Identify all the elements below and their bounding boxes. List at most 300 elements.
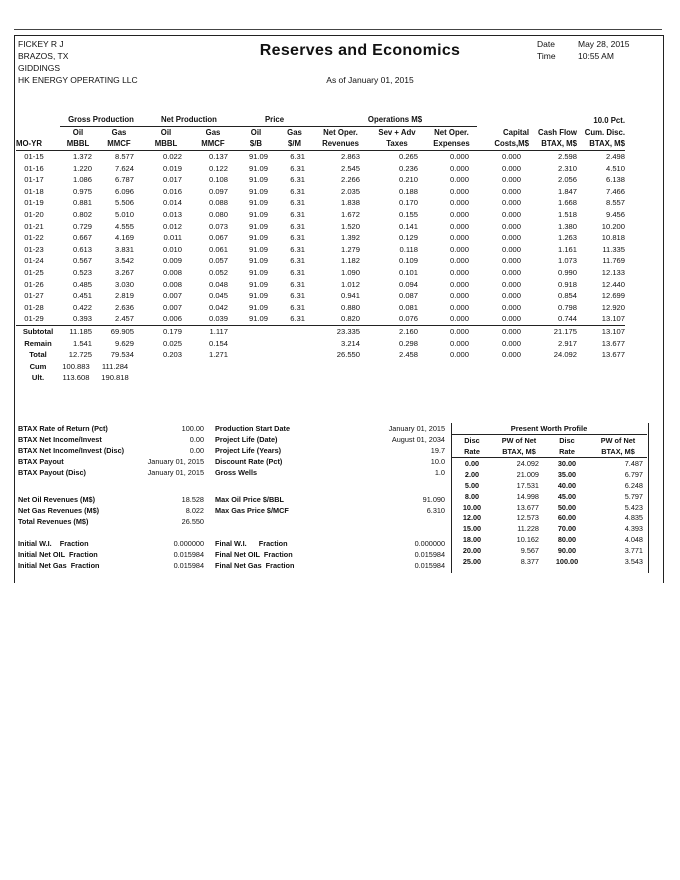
report-title: Reserves and Economics <box>259 42 461 59</box>
row-value: 0.000 <box>449 256 469 266</box>
row-value: 6.31 <box>290 256 305 266</box>
pw-column-header: Rate <box>545 446 589 458</box>
column-header: MBBL <box>142 138 190 150</box>
parameter-value: 0.015984 <box>173 561 204 570</box>
pw-row <box>451 556 647 567</box>
row-value: 3.542 <box>114 256 134 266</box>
row-value: 8.557 <box>605 198 625 208</box>
summary-value <box>313 360 368 372</box>
row-value: 0.000 <box>501 163 521 173</box>
row-value: 1.220 <box>72 163 92 173</box>
parameter-row <box>18 506 204 515</box>
pw-value: 4.835 <box>624 513 643 523</box>
summary-value: 23.335 <box>313 325 368 337</box>
column-header: MMCF <box>96 138 142 150</box>
pw-disc-rate: 18.00 <box>462 535 482 545</box>
row-value: 6.31 <box>290 186 305 196</box>
parameter-value: 0.000000 <box>414 539 445 548</box>
summary-value: 0.203 <box>162 350 182 360</box>
row-value: 0.975 <box>72 186 92 196</box>
summary-value: 21.175 <box>529 325 577 337</box>
summary-value: 100.883 <box>62 361 90 371</box>
pw-row <box>451 534 647 545</box>
pw-header-row-1 <box>451 435 647 446</box>
table-row <box>16 150 625 162</box>
row-value: 0.097 <box>208 186 228 196</box>
summary-label: Ult. <box>31 373 45 383</box>
row-value: 0.122 <box>208 163 228 173</box>
parameter-label: Total Revenues (M$) <box>18 517 89 526</box>
lease-name: FICKEY R J <box>18 39 64 49</box>
row-value: 0.000 <box>449 314 469 324</box>
row-value: 1.279 <box>340 244 360 254</box>
row-value: 11.769 <box>602 256 625 266</box>
row-value: 0.000 <box>501 244 521 254</box>
row-value: 0.393 <box>72 314 92 324</box>
as-of-date: As of January 01, 2015 <box>326 75 414 85</box>
row-value: 91.09 <box>248 186 268 196</box>
row-value: 91.09 <box>248 210 268 220</box>
summary-rows <box>16 325 625 383</box>
row-value: 0.820 <box>340 314 360 324</box>
pw-row <box>451 523 647 534</box>
row-value: 0.022 <box>162 152 182 162</box>
present-worth-title: Present Worth Profile <box>451 424 647 435</box>
row-value: 1.518 <box>557 210 577 220</box>
row-value: 0.000 <box>449 221 469 231</box>
row-value: 8.577 <box>114 152 134 162</box>
parameter-value: 8.022 <box>185 506 204 515</box>
table-row <box>16 220 625 232</box>
row-value: 0.000 <box>449 279 469 289</box>
summary-value: 3.214 <box>340 338 360 348</box>
row-value: 0.990 <box>557 268 577 278</box>
parameter-row <box>18 517 204 526</box>
row-value: 0.010 <box>162 244 182 254</box>
row-value: 0.000 <box>449 175 469 185</box>
column-header: Costs,M$ <box>477 138 529 150</box>
table-row <box>16 255 625 267</box>
row-value: 0.000 <box>501 210 521 220</box>
row-value: 13.107 <box>601 314 625 324</box>
row-value: 1.263 <box>557 233 577 243</box>
row-value: 0.073 <box>208 221 228 231</box>
row-value: 2.545 <box>340 163 360 173</box>
column-header: Gas <box>111 127 127 137</box>
net-production-header: Net Production <box>142 114 236 126</box>
parameter-label: Discount Rate (Pct) <box>215 457 283 466</box>
row-value: 91.09 <box>248 244 268 254</box>
row-value: 0.061 <box>208 244 228 254</box>
pw-column-header: PW of Net <box>600 436 636 445</box>
row-value: 0.000 <box>501 302 521 312</box>
summary-value <box>276 349 313 361</box>
row-value: 2.498 <box>605 152 625 162</box>
row-value: 0.014 <box>162 198 182 208</box>
row-value: 1.838 <box>340 198 360 208</box>
row-value: 2.266 <box>340 175 360 185</box>
pw-disc-rate: 12.00 <box>462 513 482 523</box>
time-value: 10:55 AM <box>578 51 614 61</box>
summary-value: 111.284 <box>101 361 129 371</box>
row-value: 1.012 <box>340 279 360 289</box>
row-value: 91.09 <box>248 314 268 324</box>
as-of-wrap <box>0 75 680 85</box>
summary-value <box>236 372 276 384</box>
parameter-label: Project Life (Years) <box>215 446 282 455</box>
row-value: 0.523 <box>72 268 92 278</box>
summary-value <box>142 360 190 372</box>
parameter-value: 0.00 <box>189 435 204 444</box>
table-row <box>16 302 625 314</box>
pw-value: 5.423 <box>624 502 643 512</box>
row-value: 0.000 <box>449 291 469 301</box>
row-value: 10.200 <box>601 221 625 231</box>
column-header: BTAX, M$ <box>529 138 577 150</box>
table-row <box>16 244 625 256</box>
row-value: 6.31 <box>290 163 305 173</box>
pw-value: 17.531 <box>516 480 539 490</box>
parameter-label: BTAX Payout (Disc) <box>18 468 86 477</box>
row-value: 0.011 <box>163 233 182 243</box>
parameter-value: 1.0 <box>434 468 445 477</box>
row-value: 0.941 <box>340 291 360 301</box>
parameter-label: BTAX Net Income/Invest <box>18 435 102 444</box>
pw-rows <box>451 458 647 567</box>
row-period: 01-17 <box>24 175 44 185</box>
summary-row <box>16 372 625 384</box>
parameter-value: 26.550 <box>181 517 204 526</box>
summary-label: Remain <box>24 338 52 348</box>
summary-value: 0.000 <box>501 338 521 348</box>
row-value: 4.555 <box>114 221 134 231</box>
summary-value: 0.154 <box>208 338 228 348</box>
summary-value <box>190 360 236 372</box>
pw-column-header: BTAX, M$ <box>493 446 545 458</box>
row-value: 12.699 <box>601 291 625 301</box>
pw-value: 4.048 <box>624 535 643 545</box>
row-value: 0.067 <box>208 233 228 243</box>
row-value: 3.267 <box>114 268 134 278</box>
row-value: 1.392 <box>340 233 360 243</box>
parameter-label: BTAX Payout <box>18 457 64 466</box>
pw-value: 6.248 <box>624 480 643 490</box>
row-value: 0.057 <box>208 256 228 266</box>
pw-disc-rate: 30.00 <box>557 458 577 468</box>
row-period: 01-22 <box>24 233 44 243</box>
row-value: 2.598 <box>557 152 577 162</box>
parameter-row <box>18 539 204 548</box>
row-value: 1.182 <box>340 256 360 266</box>
row-value: 0.422 <box>72 302 92 312</box>
summary-value: 2.917 <box>557 338 577 348</box>
row-value: 6.31 <box>290 244 305 254</box>
row-value: 6.31 <box>290 302 305 312</box>
parameter-label: Project Life (Date) <box>215 435 278 444</box>
row-value: 1.086 <box>72 175 92 185</box>
row-value: 0.000 <box>449 198 469 208</box>
economics-table <box>16 114 625 384</box>
table-row <box>16 278 625 290</box>
pw-value: 8.377 <box>520 556 539 566</box>
summary-value: 190.818 <box>101 373 129 383</box>
column-header: $/M <box>276 138 313 150</box>
row-value: 6.31 <box>290 233 305 243</box>
row-value: 0.210 <box>398 175 418 185</box>
summary-value <box>276 337 313 349</box>
row-value: 0.744 <box>557 314 577 324</box>
summary-value: 0.000 <box>501 350 521 360</box>
row-value: 6.31 <box>290 152 305 162</box>
parameter-label: Max Oil Price $/BBL <box>215 495 284 504</box>
pw-value: 5.797 <box>624 491 643 501</box>
column-header: Sev + Adv <box>378 127 416 137</box>
row-value: 91.09 <box>248 175 268 185</box>
parameter-row <box>18 495 204 504</box>
row-value: 12.133 <box>601 268 625 278</box>
parameter-label: BTAX Net Income/Invest (Disc) <box>18 446 125 455</box>
parameter-label: Production Start Date <box>215 424 291 433</box>
row-value: 91.09 <box>248 302 268 312</box>
parameter-value: 0.000000 <box>173 539 204 548</box>
row-value: 4.169 <box>114 233 134 243</box>
parameter-row <box>18 457 204 466</box>
row-value: 0.081 <box>398 302 418 312</box>
table-row <box>16 162 625 174</box>
row-value: 0.000 <box>449 152 469 162</box>
pw-row <box>451 480 647 491</box>
parameter-row <box>215 435 445 444</box>
parameter-row <box>18 424 204 433</box>
parameter-value: January 01, 2015 <box>388 424 445 433</box>
row-value: 4.510 <box>605 163 625 173</box>
row-period: 01-20 <box>24 210 44 220</box>
pw-disc-rate: 40.00 <box>557 480 577 490</box>
summary-value <box>368 360 426 372</box>
row-value: 0.118 <box>399 244 418 254</box>
row-value: 11.335 <box>602 244 625 254</box>
row-value: 0.000 <box>449 210 469 220</box>
table-row <box>16 209 625 221</box>
time-label: Time <box>537 51 556 61</box>
parameter-label: Final W.I. Fraction <box>215 539 288 548</box>
parameter-row <box>18 561 204 570</box>
row-value: 0.000 <box>501 256 521 266</box>
row-value: 0.109 <box>398 256 418 266</box>
pw-value: 13.677 <box>516 502 539 512</box>
summary-value: 24.092 <box>553 350 577 360</box>
row-value: 0.019 <box>162 163 182 173</box>
row-value: 0.045 <box>208 291 228 301</box>
summary-value: 69.905 <box>96 325 142 337</box>
pw-row <box>451 458 647 469</box>
parameter-value: January 01, 2015 <box>147 457 204 466</box>
pw-value: 21.009 <box>516 469 539 479</box>
row-value: 1.668 <box>557 198 577 208</box>
pw-row <box>451 512 647 523</box>
column-header <box>16 126 60 138</box>
present-worth-table <box>451 435 647 567</box>
pw-value: 4.393 <box>624 524 643 534</box>
row-value: 0.798 <box>557 302 577 312</box>
parameter-label: Initial Net OIL Fraction <box>18 550 98 559</box>
pw-value: 9.567 <box>520 546 539 556</box>
summary-value: 0.000 <box>449 350 469 360</box>
table-row <box>16 186 625 198</box>
pw-disc-rate: 70.00 <box>557 524 577 534</box>
row-value: 0.052 <box>208 268 228 278</box>
operations-header: Operations M$ <box>313 114 477 126</box>
row-value: 0.000 <box>501 175 521 185</box>
row-value: 0.108 <box>208 175 228 185</box>
row-value: 0.016 <box>162 186 182 196</box>
row-value: 0.854 <box>557 291 577 301</box>
parameter-row <box>215 495 445 504</box>
row-value: 6.31 <box>290 291 305 301</box>
pw-column-header: PW of Net <box>501 436 537 445</box>
date-value: May 28, 2015 <box>578 39 630 49</box>
pw-disc-rate: 0.00 <box>464 458 480 468</box>
pw-column-header: Rate <box>451 446 493 458</box>
row-value: 2.863 <box>340 152 360 162</box>
parameter-value: 18.528 <box>181 495 204 504</box>
pw-value: 24.092 <box>516 458 539 468</box>
pw-disc-rate: 20.00 <box>462 546 482 556</box>
column-header: $/B <box>236 138 276 150</box>
summary-value <box>236 337 276 349</box>
row-value: 91.09 <box>248 233 268 243</box>
summary-value: 11.185 <box>60 325 96 337</box>
row-value: 0.039 <box>208 314 228 324</box>
column-header-row-1 <box>16 126 625 138</box>
row-value: 1.090 <box>340 268 360 278</box>
column-header: Revenues <box>313 138 368 150</box>
column-header: Taxes <box>368 138 426 150</box>
summary-value: 0.000 <box>449 338 469 348</box>
row-value: 0.087 <box>398 291 418 301</box>
row-value: 0.017 <box>162 175 182 185</box>
row-value: 0.881 <box>72 198 92 208</box>
row-value: 2.819 <box>114 291 134 301</box>
parameter-label: Initial W.I. Fraction <box>18 539 89 548</box>
row-value: 91.09 <box>248 221 268 231</box>
summary-row <box>16 360 625 372</box>
row-value: 91.09 <box>248 163 268 173</box>
row-value: 0.000 <box>449 186 469 196</box>
row-value: 3.831 <box>114 244 134 254</box>
row-value: 0.006 <box>162 314 182 324</box>
summary-value <box>190 372 236 384</box>
pw-disc-rate: 10.00 <box>462 502 482 512</box>
parameter-value: 10.0 <box>430 457 445 466</box>
summary-value: 79.534 <box>110 350 134 360</box>
pw-disc-rate: 90.00 <box>557 546 577 556</box>
parameter-value: 100.00 <box>181 424 204 433</box>
column-header: Net Oper. <box>323 127 358 137</box>
row-value: 0.076 <box>398 314 418 324</box>
row-value: 2.457 <box>114 314 134 324</box>
pw-disc-rate: 100.00 <box>555 556 579 566</box>
top-rule <box>14 29 662 30</box>
summary-value: 9.629 <box>114 338 134 348</box>
column-header: Oil <box>72 127 84 137</box>
summary-value: 13.107 <box>577 325 625 337</box>
parameter-label: Final Net OIL Fraction <box>215 550 293 559</box>
pw-value: 3.543 <box>624 556 643 566</box>
row-value: 0.042 <box>208 302 228 312</box>
row-value: 0.802 <box>72 210 92 220</box>
row-period: 01-28 <box>24 302 44 312</box>
print-stamp <box>537 38 630 62</box>
pw-column-header: Disc <box>464 436 480 445</box>
pw-row <box>451 469 647 480</box>
row-value: 91.09 <box>248 256 268 266</box>
parameter-row <box>215 539 445 548</box>
row-value: 0.000 <box>501 291 521 301</box>
row-value: 0.170 <box>398 198 418 208</box>
summary-value: 12.725 <box>68 350 92 360</box>
summary-value <box>529 360 577 372</box>
row-period: 01-21 <box>24 221 44 231</box>
summary-value <box>477 372 529 384</box>
row-value: 5.506 <box>114 198 134 208</box>
summary-value <box>236 349 276 361</box>
parameter-row <box>18 446 204 455</box>
parameter-row <box>18 435 204 444</box>
row-value: 91.09 <box>248 279 268 289</box>
summary-value <box>577 372 625 384</box>
row-value: 6.31 <box>290 175 305 185</box>
parameter-row <box>215 561 445 570</box>
parameter-row <box>18 468 204 477</box>
summary-value <box>426 372 477 384</box>
parameter-label: Max Gas Price $/MCF <box>215 506 289 515</box>
row-value: 0.000 <box>501 279 521 289</box>
summary-value: 0.025 <box>162 338 182 348</box>
row-value: 6.31 <box>290 221 305 231</box>
table-row <box>16 290 625 302</box>
summary-value <box>276 372 313 384</box>
pw-disc-rate: 2.00 <box>464 469 480 479</box>
row-value: 1.372 <box>72 152 92 162</box>
row-value: 0.729 <box>72 221 92 231</box>
row-value: 0.000 <box>449 233 469 243</box>
pw-value: 6.797 <box>624 469 643 479</box>
column-header: Expenses <box>426 138 477 150</box>
price-header: Price <box>236 114 313 126</box>
pw-disc-rate: 25.00 <box>462 556 482 566</box>
table-row <box>16 174 625 186</box>
row-value: 5.010 <box>114 210 134 220</box>
row-value: 7.466 <box>605 186 625 196</box>
row-value: 91.09 <box>248 198 268 208</box>
row-value: 12.440 <box>601 279 625 289</box>
pw-column-header: BTAX, M$ <box>589 446 647 458</box>
row-value: 0.088 <box>208 198 228 208</box>
table-row <box>16 267 625 279</box>
row-period: 01-15 <box>24 152 44 162</box>
summary-value <box>477 360 529 372</box>
column-header: Cash Flow <box>538 127 577 137</box>
row-value: 2.056 <box>557 175 577 185</box>
summary-value <box>276 360 313 372</box>
row-value: 0.265 <box>398 152 418 162</box>
pw-disc-rate: 50.00 <box>557 502 577 512</box>
pw-row <box>451 491 647 502</box>
summary-label: Total <box>29 350 47 360</box>
row-value: 0.236 <box>398 163 418 173</box>
row-value: 0.567 <box>72 256 92 266</box>
